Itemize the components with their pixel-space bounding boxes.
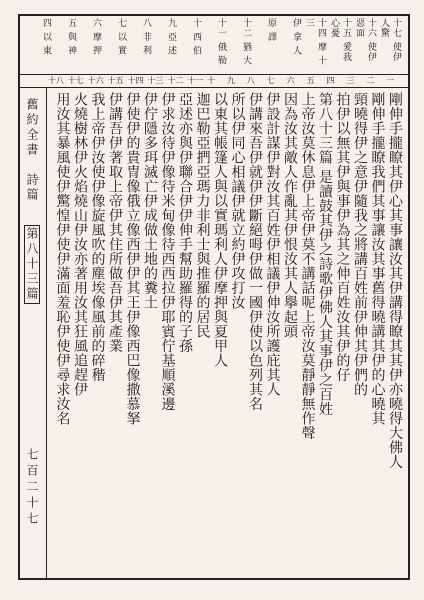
text-column: 以東其帳篷人與以實瑪利人伊摩押與夏甲人 [212, 92, 228, 368]
text-column: 我上帝伊汝使伊像旋風吹的塵埃像風前的碎稭 [89, 92, 106, 382]
gloss-column: 十七 使伊 人驚 [379, 18, 401, 62]
verse-number: 五 [306, 76, 315, 85]
verse-number: 一 [386, 76, 395, 85]
verse-number: 十三 [147, 76, 164, 85]
text-column: 伊講吾伊著取上帝伊其住所做吾伊其產業 [107, 92, 123, 353]
gloss-column: 十六 使伊 惡面 [354, 18, 376, 62]
main-text [52, 92, 404, 574]
verse-number: 十二 [167, 76, 184, 85]
text-column: 火燒樹林伊火焰燒山伊汝亦著用汝其狂風追趕伊 [72, 92, 88, 397]
text-column: 上帝汝莫休息伊上帝伊莫不講話呢上帝汝莫靜靜無作聲 [299, 92, 316, 440]
text-column: 亞述亦與伊聯合伊伊伸手幫助羅得的子孫 [177, 92, 193, 353]
gloss-column: 七 以 實 [116, 18, 126, 56]
text-column: 因為汝其敵人作亂其伊恨汝其人擧起頭 [282, 92, 298, 339]
gloss-column: 六 摩 押 [91, 18, 101, 56]
gloss-column: 四 以 東 [41, 18, 51, 56]
text-column: 伊設計謀伊對汝其百姓伊相議伊伸汝所護庇其人 [264, 92, 281, 397]
verse-number: 三 [346, 76, 355, 85]
book-title-text: 舊約全書 詩篇 [25, 98, 39, 203]
verse-number: 十八 [48, 76, 64, 85]
text-column: 伊佇隱多珥滅亡伊成做土地的糞土 [142, 92, 158, 310]
text-column: 剛伸手攏瞭其伊心其事讓汝其伊講得瞭其其伊亦曉得大佛人 [387, 92, 403, 469]
verse-number: 九 [227, 76, 235, 85]
gloss-column: 十五 愛我 心憂 [329, 18, 351, 62]
verse-number-ruler [18, 75, 410, 88]
verse-number: 十七 [67, 76, 84, 85]
page-number: 七百二十七 [25, 448, 39, 528]
verse-number: 六 [286, 76, 295, 85]
verse-number: 四 [326, 76, 335, 85]
gloss-column: 十四 摩 十三 [304, 18, 326, 66]
verse-number: 十 [207, 76, 216, 85]
page [18, 14, 410, 580]
verse-number: 十五 [107, 76, 124, 85]
text-column: 拍伊以無其伊與事伊為其之伸百姓汝其伊的仔 [334, 92, 351, 382]
chapter-label-text: 第八十三篇 [25, 226, 39, 302]
text-column: 用汝其暴風使伊驚惶伊使伊滿面羞恥伊使伊尋求汝名 [54, 92, 71, 426]
text-column: 迦巴勒亞捫亞瑪力非利士與推羅的居民 [194, 92, 211, 339]
gloss-column: 十一 俄 勒 [216, 18, 226, 66]
text-column: 剛伸手攏瞭我們其事讓汝其事舊得曉講其伊的心曉其 [369, 92, 386, 426]
book-title [24, 98, 40, 304]
text-column: 所以伊同心相議伊就立約伊攻打汝 [229, 92, 246, 310]
text-column: 伊求汝待伊像待米甸像待西西拉伊耶賓佇基順溪邊 [159, 92, 176, 411]
gloss-column: 原 譯 [266, 18, 276, 42]
gloss-area [24, 18, 404, 74]
verse-number: 八 [246, 76, 255, 85]
gloss-column: 十 西 伯 [191, 18, 201, 56]
verse-number: 七 [266, 76, 275, 85]
verse-number: 十一 [187, 76, 204, 85]
verse-number: 十四 [127, 76, 144, 85]
text-column: 伊講來吾伊就伊伊斷絕呣伊做一國伊使以色列其名 [247, 92, 263, 411]
text-column: 伊使伊的貴冑像俄立像西伊伊其王伊像西巴像撒慕拏 [124, 92, 141, 426]
margin-title-strip [18, 88, 47, 580]
gloss-column: 伊 拿 人 [291, 18, 301, 56]
chapter-label [24, 210, 40, 304]
text-column: 頸曉得伊之意伊隨我之將講百姓前伊伸其伊們的 [352, 92, 368, 397]
gloss-column: 九 亞 述 [166, 18, 176, 56]
verse-number: 十六 [87, 76, 104, 85]
gloss-column: 八 非 利 [141, 18, 151, 56]
verse-number: 二 [366, 76, 375, 85]
gloss-column: 五 與 神 [66, 18, 76, 56]
gloss-column: 十二 猶 大 [241, 18, 251, 66]
text-column: 第八十三篇 是讀鼓其伊之詩歌伊佛人其事伊之百姓 [317, 92, 333, 416]
